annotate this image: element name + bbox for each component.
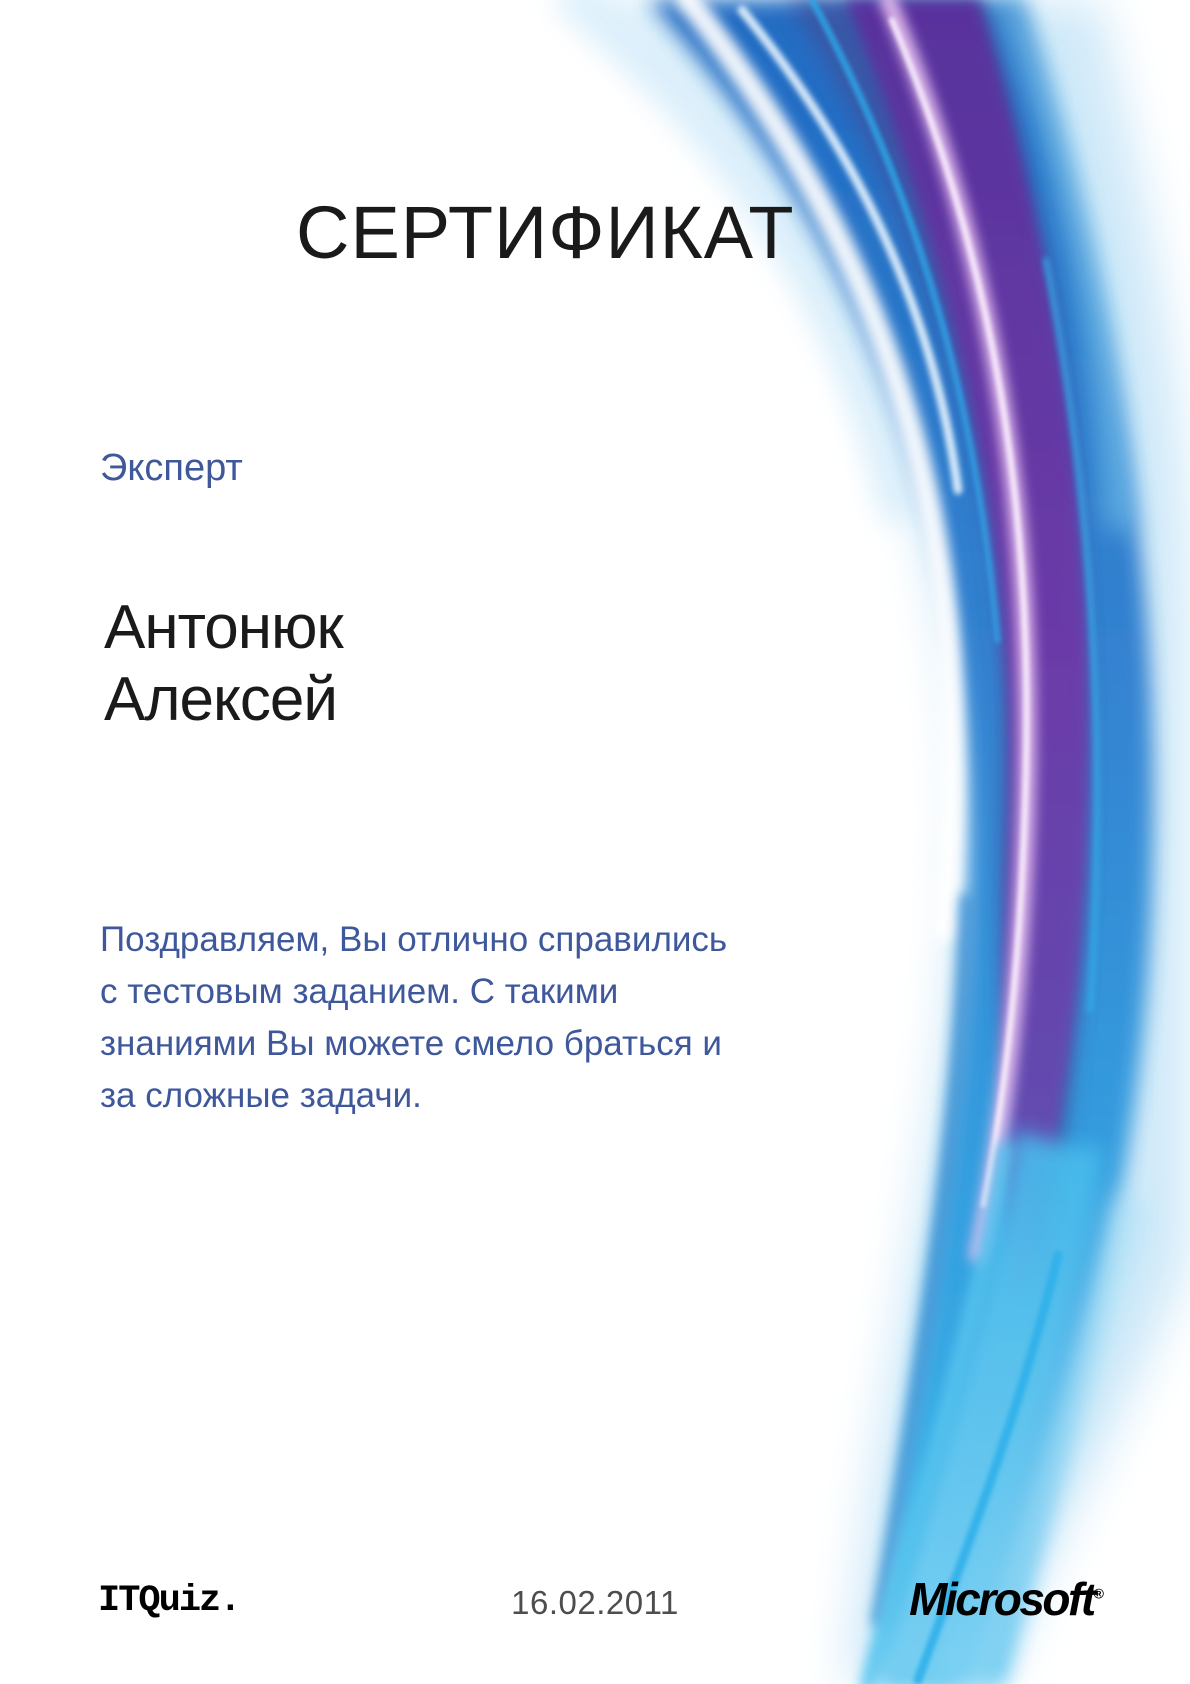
recipient-name-line-2: Алексей bbox=[104, 665, 337, 734]
message-line: Поздравляем, Вы отлично справились bbox=[100, 920, 728, 959]
itquiz-logo: ITQuiz. bbox=[98, 1580, 240, 1622]
message-line: с тестовым заданием. С такими bbox=[100, 972, 619, 1011]
recipient-name bbox=[104, 592, 343, 736]
issue-date: 16.02.2011 bbox=[511, 1584, 679, 1621]
registered-trademark-symbol: ® bbox=[1093, 1585, 1104, 1602]
qualification-label: Эксперт bbox=[100, 447, 243, 489]
message-line: за сложные задачи. bbox=[100, 1076, 422, 1115]
congratulation-message bbox=[100, 914, 727, 1122]
message-line: знаниями Вы можете смело браться и bbox=[100, 1024, 722, 1063]
certificate-title: СЕРТИФИКАТ bbox=[296, 191, 795, 274]
microsoft-logo bbox=[909, 1572, 1104, 1626]
recipient-name-line-1: Антонюк bbox=[104, 593, 343, 662]
microsoft-wordmark: Microsoft bbox=[909, 1573, 1094, 1625]
